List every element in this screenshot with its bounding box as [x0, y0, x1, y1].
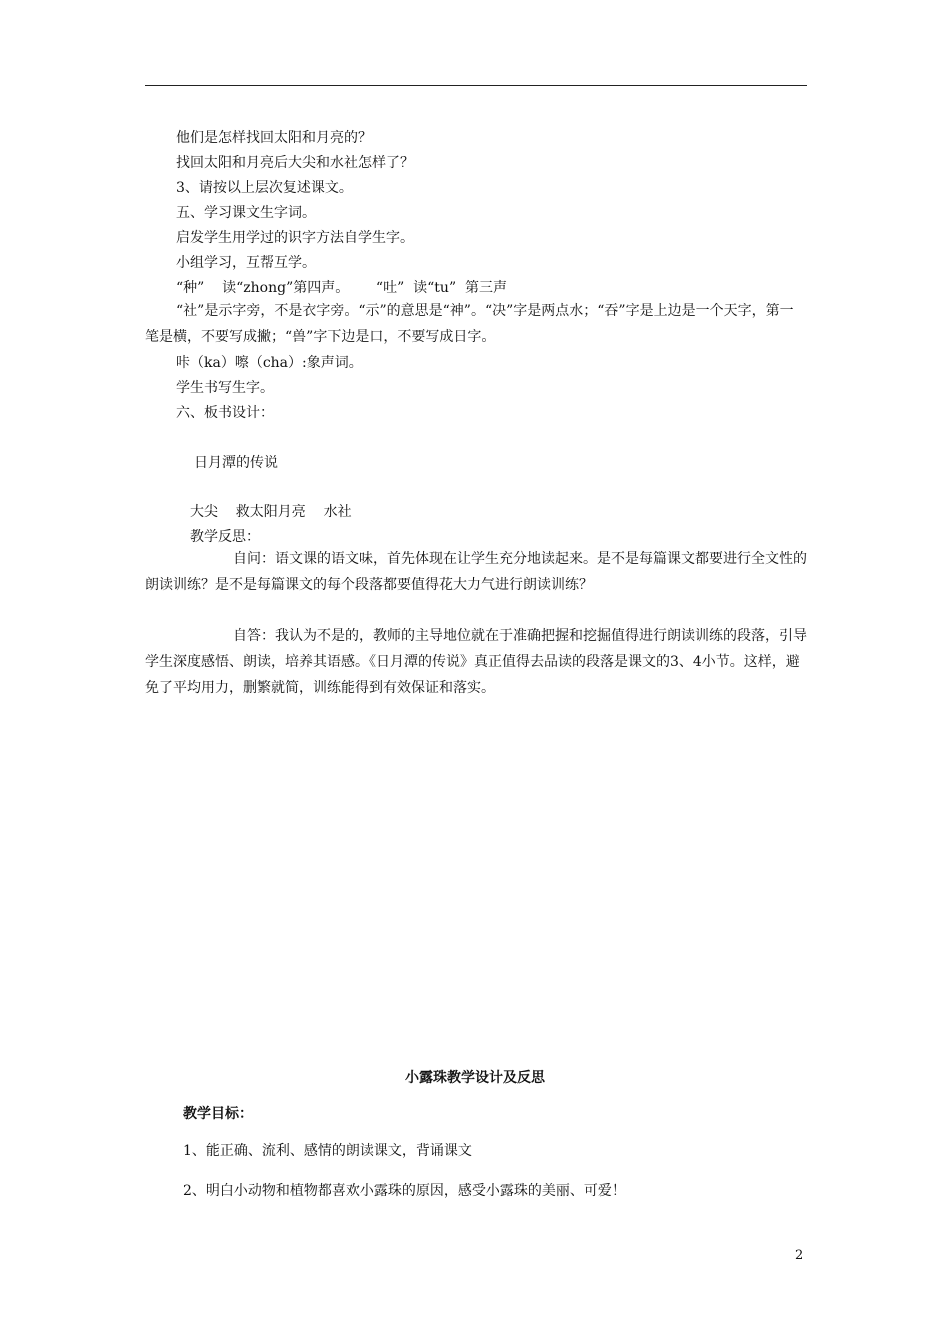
question-line-2: 找回太阳和月亮后大尖和水社怎样了？ — [176, 155, 414, 171]
goal-1: 1、能正确、流利、感情的朗读课文，背诵课文 — [183, 1143, 472, 1159]
group-study-line: 小组学习，互帮互学。 — [176, 255, 316, 271]
onomatopoeia-line: 咔（ka）嚓（cha）:象声词。 — [176, 355, 363, 371]
reflection-label: 教学反思： — [190, 529, 260, 545]
reflection-answer: 自答：我认为不是的，教师的主导地位就在于准确把握和挖掘值得进行朗读训练的段落，引导学生深度感悟、朗读，培养其语感。《日月潭的传说》真正值得去品读的段落是课文的3、4小节。这样，避免了平均用力，删繁就简，训练能得到有效保证和落实。 — [145, 628, 807, 696]
character-notes: “社”是示字旁，不是衣字旁。“示”的意思是“神”。“决”字是两点水；“吞”字是上边是一个天字，第一笔是横，不要写成撇；“兽”字下边是口，不要写成日字。 — [145, 303, 794, 345]
goal-2: 2、明白小动物和植物都喜欢小露珠的原因，感受小露珠的美丽、可爱！ — [183, 1183, 626, 1199]
board-title: 日月潭的传说 — [194, 455, 278, 471]
pronunciation-line: “种” 读“zhong”第四声。 “吐” 读“tu” 第三声 — [176, 280, 508, 296]
section-6-heading: 六、板书设计： — [176, 405, 274, 421]
section-5-heading: 五、学习课文生字词。 — [176, 205, 316, 221]
reflection-question: 自问：语文课的语文味，首先体现在让学生充分地读起来。是不是每篇课文都要进行全文性的朗读训练？是不是每篇课文的每个段落都要值得花大力气进行朗读训练？ — [145, 551, 807, 593]
header-rule — [145, 85, 807, 86]
question-line-1: 他们是怎样找回太阳和月亮的？ — [176, 130, 372, 146]
page-number: 2 — [795, 1248, 804, 1263]
write-line: 学生书写生字。 — [176, 380, 274, 396]
instruction-line: 启发学生用学过的识字方法自学生字。 — [176, 230, 414, 246]
step-3: 3、请按以上层次复述课文。 — [176, 180, 353, 196]
section-title: 小露珠教学设计及反思 — [405, 1070, 545, 1086]
board-items: 大尖 救太阳月亮 水社 — [190, 504, 352, 520]
goals-label: 教学目标： — [183, 1106, 253, 1122]
